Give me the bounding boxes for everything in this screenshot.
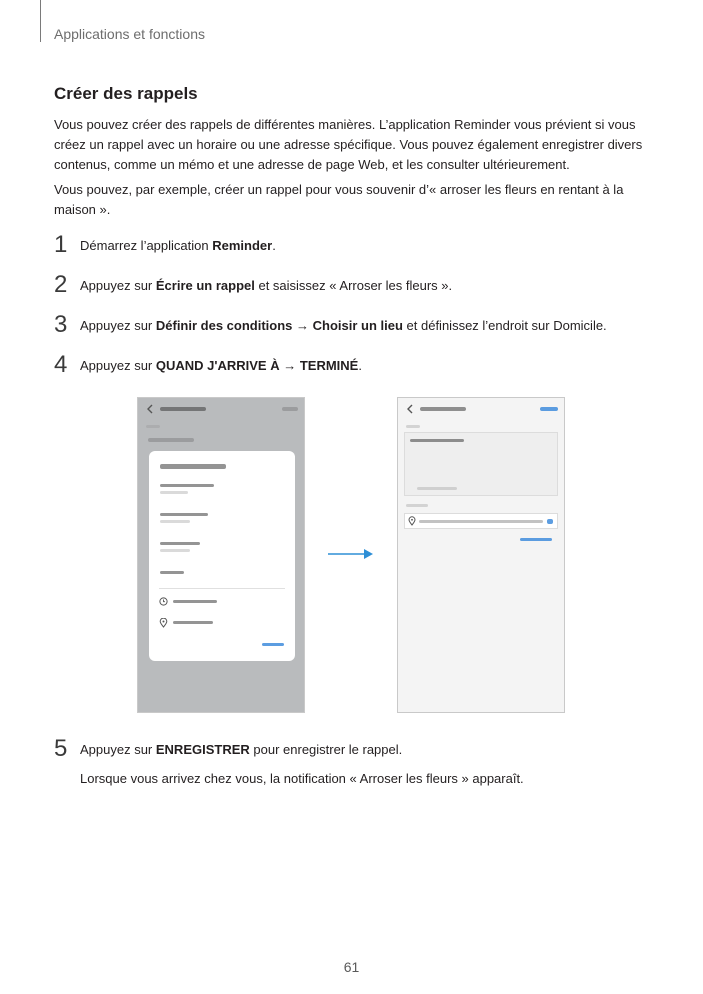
step-text: Appuyez sur ENREGISTRER pour enregistrer le rappel. (80, 742, 403, 757)
time-option (160, 484, 214, 487)
reminder-text (410, 439, 464, 442)
add-condition-hint (417, 487, 457, 490)
screenshot-reminder-location (397, 397, 565, 713)
chapter-header: Applications et fonctions (54, 26, 205, 42)
back-arrow-icon (406, 404, 414, 414)
section-title: Créer des rappels (54, 84, 198, 103)
back-arrow-icon (146, 404, 154, 414)
right-arrow-icon (326, 545, 376, 563)
step-text: Appuyez sur QUAND J'ARRIVE À → TERMINÉ. (80, 358, 362, 373)
location-pin-icon (159, 618, 168, 628)
cancel-action (262, 643, 284, 646)
step-4 (54, 352, 654, 378)
conditions-dialog (149, 451, 295, 661)
location-pin-icon (408, 516, 416, 526)
save-action (282, 407, 298, 411)
intro-paragraph: Vous pouvez créer des rappels de différentes manières. L’application Reminder vous prévient si vous créez un rappel avec un horaire ou une adresse spécifique. Vous pouvez également enregistrer divers contenus, comme un mémo et une adresse de page Web, et les consulter ultérieurement. (54, 117, 643, 172)
time-option (160, 571, 184, 574)
step-5-note: Lorsque vous arrivez chez vous, la notification « Arroser les fleurs » apparaît. (80, 771, 524, 786)
location-address (419, 520, 543, 523)
reminder-card (404, 432, 558, 496)
map-icon (547, 519, 553, 524)
step-number: 3 (54, 311, 68, 338)
step-1 (54, 232, 654, 258)
time-option (160, 513, 208, 516)
step-3 (54, 312, 654, 338)
screenshot-conditions-dialog (137, 397, 305, 713)
step-number: 1 (54, 231, 68, 258)
screen-title (160, 407, 206, 411)
time-option (160, 542, 200, 545)
field-label (406, 425, 420, 428)
dialog-title (160, 464, 226, 469)
reminder-text (148, 438, 194, 442)
step-5 (54, 736, 654, 762)
step-2 (54, 272, 654, 298)
example-paragraph: Vous pouvez, par exemple, créer un rappel pour vous souvenir d’« arroser les fleurs en rentant à la maison ». (54, 182, 624, 217)
step-number: 5 (54, 735, 68, 762)
field-label (146, 425, 160, 428)
page-number: 61 (343, 959, 360, 975)
transition-arrow (326, 545, 376, 568)
save-action (540, 407, 558, 411)
clock-icon (159, 597, 168, 606)
step-number: 4 (54, 351, 68, 378)
step-text: Appuyez sur Définir des conditions → Choisir un lieu et définissez l’endroit sur Domicile. (80, 318, 607, 333)
location-condition (404, 513, 558, 529)
pick-time-option (173, 600, 217, 603)
screen-title (420, 407, 466, 411)
step-text: Appuyez sur Écrire un rappel et saisissez « Arroser les fleurs ». (80, 278, 453, 293)
condition-label (406, 504, 428, 507)
step-number: 2 (54, 271, 68, 298)
header-rule (40, 0, 41, 42)
step-text: Démarrez l’application Reminder. (80, 238, 276, 253)
show-more-action (520, 538, 552, 541)
pick-place-option (173, 621, 213, 624)
